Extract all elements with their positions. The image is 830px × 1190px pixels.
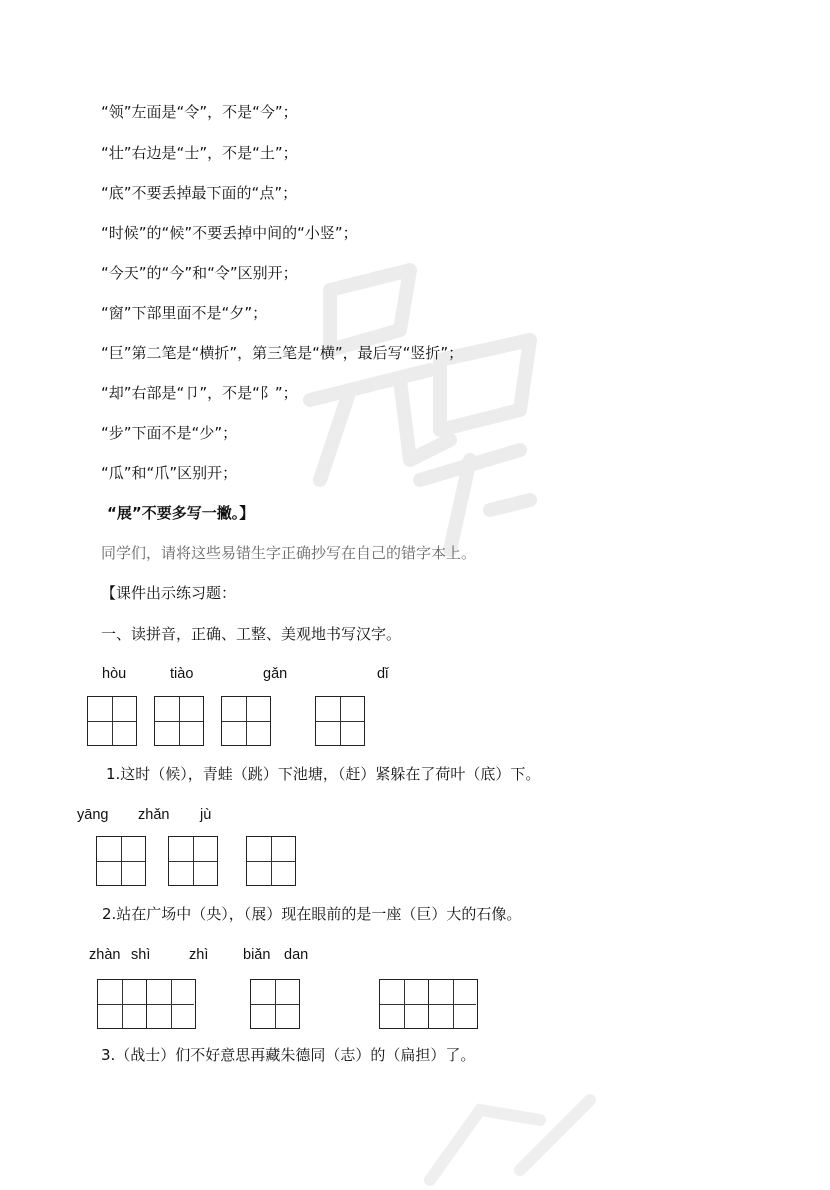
writing-grid-box[interactable]	[87, 696, 137, 746]
writing-grid-box[interactable]	[250, 979, 300, 1029]
pinyin-label: jù	[200, 807, 212, 823]
writing-grid-box[interactable]	[315, 696, 365, 746]
note-line: “时候”的“候”不要丢掉中间的“小竖”；	[101, 224, 358, 242]
note-line: “却”右部是“卩”，不是“阝”；	[101, 384, 298, 402]
note-line: “壮”右边是“士”，不是“土”；	[101, 144, 298, 162]
exercise-sentence: 1.这时（候），青蛙（跳）下池塘，（赶）紧躲在了荷叶（底）下。	[106, 765, 541, 783]
watermark-fragment-icon	[400, 1080, 620, 1190]
pinyin-label: zhàn	[89, 947, 121, 963]
writing-grid-box-double[interactable]	[379, 979, 478, 1029]
pinyin-label: zhì	[189, 947, 209, 963]
note-line: “步”下面不是“少”；	[101, 424, 238, 442]
pinyin-label: dǐ	[377, 666, 389, 682]
writing-grid-box-double[interactable]	[97, 979, 196, 1029]
pinyin-label: yāng	[77, 807, 109, 823]
pinyin-label: biǎn	[243, 947, 271, 963]
writing-grid-box[interactable]	[221, 696, 271, 746]
note-line: “瓜”和“爪”区别开；	[101, 464, 238, 482]
note-line: “领”左面是“令”，不是“今”；	[101, 103, 298, 121]
writing-grid-box[interactable]	[246, 836, 296, 886]
exercise-sentence: 3.（战士）们不好意思再藏朱德同（志）的（扁担）了。	[101, 1046, 476, 1064]
note-line: “巨”第二笔是“横折”，第三笔是“横”，最后写“竖折”；	[101, 344, 464, 362]
pinyin-label: hòu	[102, 666, 127, 682]
watermark-logo-icon	[290, 250, 550, 590]
writing-grid-box[interactable]	[168, 836, 218, 886]
note-line: “窗”下部里面不是“夕”；	[101, 304, 268, 322]
section-title: 一、读拼音，正确、工整、美观地书写汉字。	[101, 625, 402, 643]
pinyin-label: tiào	[170, 666, 194, 682]
pinyin-label: gǎn	[263, 666, 288, 682]
writing-grid-box[interactable]	[154, 696, 204, 746]
instruction-text: 同学们，请将这些易错生字正确抄写在自己的错字本上。	[101, 544, 477, 562]
note-line: “今天”的“今”和“令”区别开；	[101, 264, 298, 282]
exercise-header: 【课件出示练习题：	[101, 584, 237, 602]
pinyin-label: dan	[284, 947, 309, 963]
note-line: “底”不要丢掉最下面的“点”；	[101, 184, 298, 202]
writing-grid-box[interactable]	[96, 836, 146, 886]
exercise-sentence: 2.站在广场中（央），（展）现在眼前的是一座（巨）大的石像。	[102, 905, 522, 923]
note-line: “展”不要多写一撇。】	[107, 504, 255, 522]
pinyin-label: zhǎn	[138, 807, 170, 823]
pinyin-label: shì	[131, 947, 151, 963]
